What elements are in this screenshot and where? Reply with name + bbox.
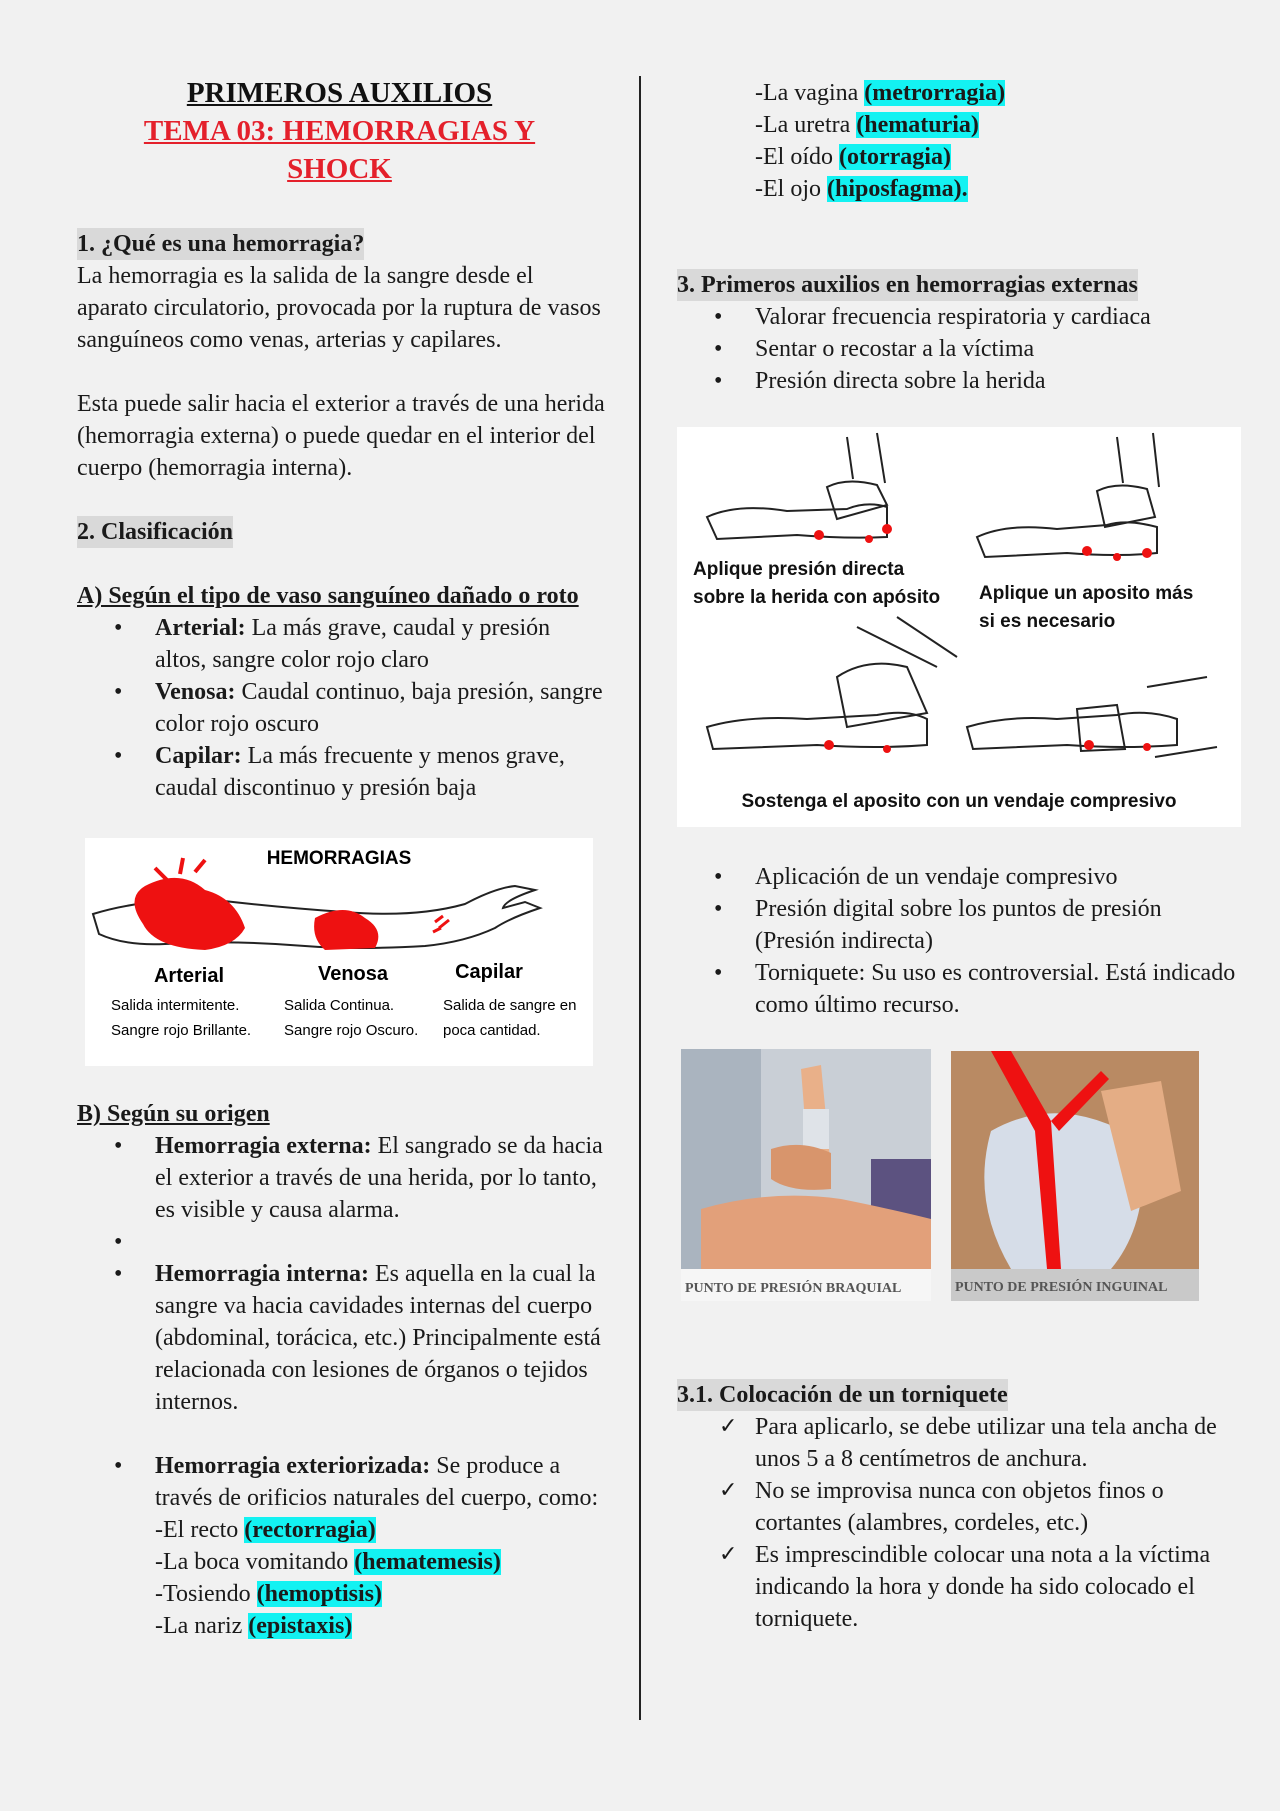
list-item: • Torniquete: Su uso es controversial. Está indicado como último recurso. <box>677 957 1247 1021</box>
orifice-line: -La uretra (hematuria) <box>755 112 979 138</box>
direct-pressure-illustration <box>677 427 1241 827</box>
section-2a-heading: A) Según el tipo de vaso sanguíneo dañado o roto <box>77 583 579 609</box>
brachial-caption: PUNTO DE PRESIÓN BRAQUIAL <box>685 1281 902 1296</box>
list-item: • Hemorragia exteriorizada: Se produce a través de orificios naturales del cuerpo, como: -El recto (rectorragia) -La boca vomitando (hematemesis) -Tosiendo (hemoptisis) -La nariz (epistaxis) <box>77 1450 607 1642</box>
list-item: • Valorar frecuencia respiratoria y cardiaca <box>677 301 1247 333</box>
capillary-desc-1: Salida de sangre en <box>443 997 577 1014</box>
pressure-points-photos <box>677 1041 1247 1313</box>
section-3-heading: 3. Primeros auxilios en hemorragias externas <box>677 269 1138 301</box>
list-item: ✓ No se improvisa nunca con objetos finos o cortantes (alambres, cordeles, etc.) <box>677 1475 1247 1539</box>
capillary-blood-mark <box>433 916 449 932</box>
title-line-3: SHOCK <box>287 153 392 185</box>
orifice-line: -La nariz (epistaxis) <box>155 1613 353 1639</box>
arterial-blood-mark <box>134 878 245 950</box>
left-column <box>77 74 607 1642</box>
orifice-line: -El oído (otorragia) <box>755 144 951 170</box>
arterial-spurt-mark <box>155 858 205 880</box>
caption-direct-pressure-1: Aplique presión directa <box>693 559 905 580</box>
orifice-line: -La boca vomitando (hematemesis) <box>155 1549 501 1575</box>
inguinal-image <box>951 1051 1199 1301</box>
list-item: • Venosa: Caudal continuo, baja presión, sangre color rojo oscuro <box>77 676 607 740</box>
vessel-type-list <box>77 612 607 804</box>
section-1-paragraph-2: Esta puede salir hacia el exterior a través de una herida (hemorragia externa) o puede quedar en el interior del cuerpo (hemorragia interna). <box>77 391 605 481</box>
section-3-1-heading: 3.1. Colocación de un torniquete <box>677 1379 1008 1411</box>
orifice-line: -La vagina (metrorragia) <box>755 80 1006 106</box>
capillary-desc-2: poca cantidad. <box>443 1022 541 1039</box>
venous-desc-1: Salida Continua. <box>284 997 395 1014</box>
list-item: ✓ Para aplicarlo, se debe utilizar una tela ancha de unos 5 a 8 centímetros de anchura. <box>677 1411 1247 1475</box>
title-line-1: PRIMEROS AUXILIOS <box>186 77 493 109</box>
venous-label: Venosa <box>317 963 389 985</box>
brachial-image <box>681 1049 931 1301</box>
right-column <box>677 77 1247 1635</box>
arterial-desc-2: Sangre rojo Brillante. <box>111 1022 252 1039</box>
first-aid-list-2 <box>677 861 1247 1021</box>
section-2-heading: 2. Clasificación <box>77 516 233 548</box>
list-item: ✓ Es imprescindible colocar una nota a la víctima indicando la hora y donde ha sido colocado el torniquete. <box>677 1539 1247 1635</box>
list-item: • Hemorragia externa: El sangrado se da hacia el exterior a través de una herida, por lo tanto, es visible y causa alarma. <box>77 1130 607 1226</box>
orifice-line: -El recto (rectorragia) <box>155 1517 376 1543</box>
list-item: • Hemorragia interna: Es aquella en la cual la sangre va hacia cavidades internas del cuerpo (abdominal, torácica, etc.) Principalmente está relacionada con lesiones de órganos o tejidos internos. <box>77 1258 607 1418</box>
first-aid-list <box>677 301 1247 397</box>
origin-list <box>77 1130 607 1642</box>
list-item: • Presión directa sobre la herida <box>677 365 1247 397</box>
list-item: • Presión digital sobre los puntos de presión (Presión indirecta) <box>677 893 1247 957</box>
list-item: • Arterial: La más grave, caudal y presión altos, sangre color rojo claro <box>77 612 607 676</box>
page-title <box>77 74 602 188</box>
caption-compressive-bandage: Sostenga el aposito con un vendaje compresivo <box>741 791 1177 812</box>
caption-extra-dressing-1: Aplique un aposito más <box>979 583 1194 604</box>
direct-pressure-figure <box>677 427 1241 827</box>
venous-desc-2: Sangre rojo Oscuro. <box>284 1022 419 1039</box>
list-item: • Aplicación de un vendaje compresivo <box>677 861 1247 893</box>
caption-direct-pressure-2: sobre la herida con apósito <box>693 587 941 608</box>
orifice-line: -Tosiendo (hemoptisis) <box>155 1581 382 1607</box>
tourniquet-checklist <box>677 1411 1247 1635</box>
figure-title: HEMORRAGIAS <box>266 848 412 869</box>
list-item: • Capilar: La más frecuente y menos grave, caudal discontinuo y presión baja <box>77 740 607 804</box>
capillary-label: Capilar <box>455 961 523 983</box>
column-divider <box>639 76 641 1720</box>
brachial-photo <box>681 1049 931 1301</box>
list-item: • Sentar o recostar a la víctima <box>677 333 1247 365</box>
venous-blood-mark <box>314 910 378 950</box>
arm-hemorrhage-illustration <box>85 838 593 1066</box>
arterial-label: Arterial <box>153 965 225 987</box>
inguinal-photo <box>951 1051 1199 1301</box>
section-2b-heading: B) Según su origen <box>77 1101 270 1127</box>
section-1-heading: 1. ¿Qué es una hemorragia? <box>77 228 364 260</box>
orifice-line: -El ojo (hiposfagma). <box>755 176 968 202</box>
arterial-desc-1: Salida intermitente. <box>111 997 240 1014</box>
orifice-continuation <box>677 77 1247 205</box>
hemorrhage-types-figure <box>85 838 593 1066</box>
list-item <box>77 1226 607 1258</box>
caption-extra-dressing-2: si es necesario <box>979 611 1116 632</box>
title-line-2: TEMA 03: HEMORRAGIAS Y <box>143 115 536 147</box>
section-1-paragraph-1: La hemorragia es la salida de la sangre desde el aparato circulatorio, provocada por la ruptura de vasos sanguíneos como venas, arterias y capilares. <box>77 263 601 353</box>
inguinal-caption: PUNTO DE PRESIÓN INGUINAL <box>955 1280 1168 1295</box>
